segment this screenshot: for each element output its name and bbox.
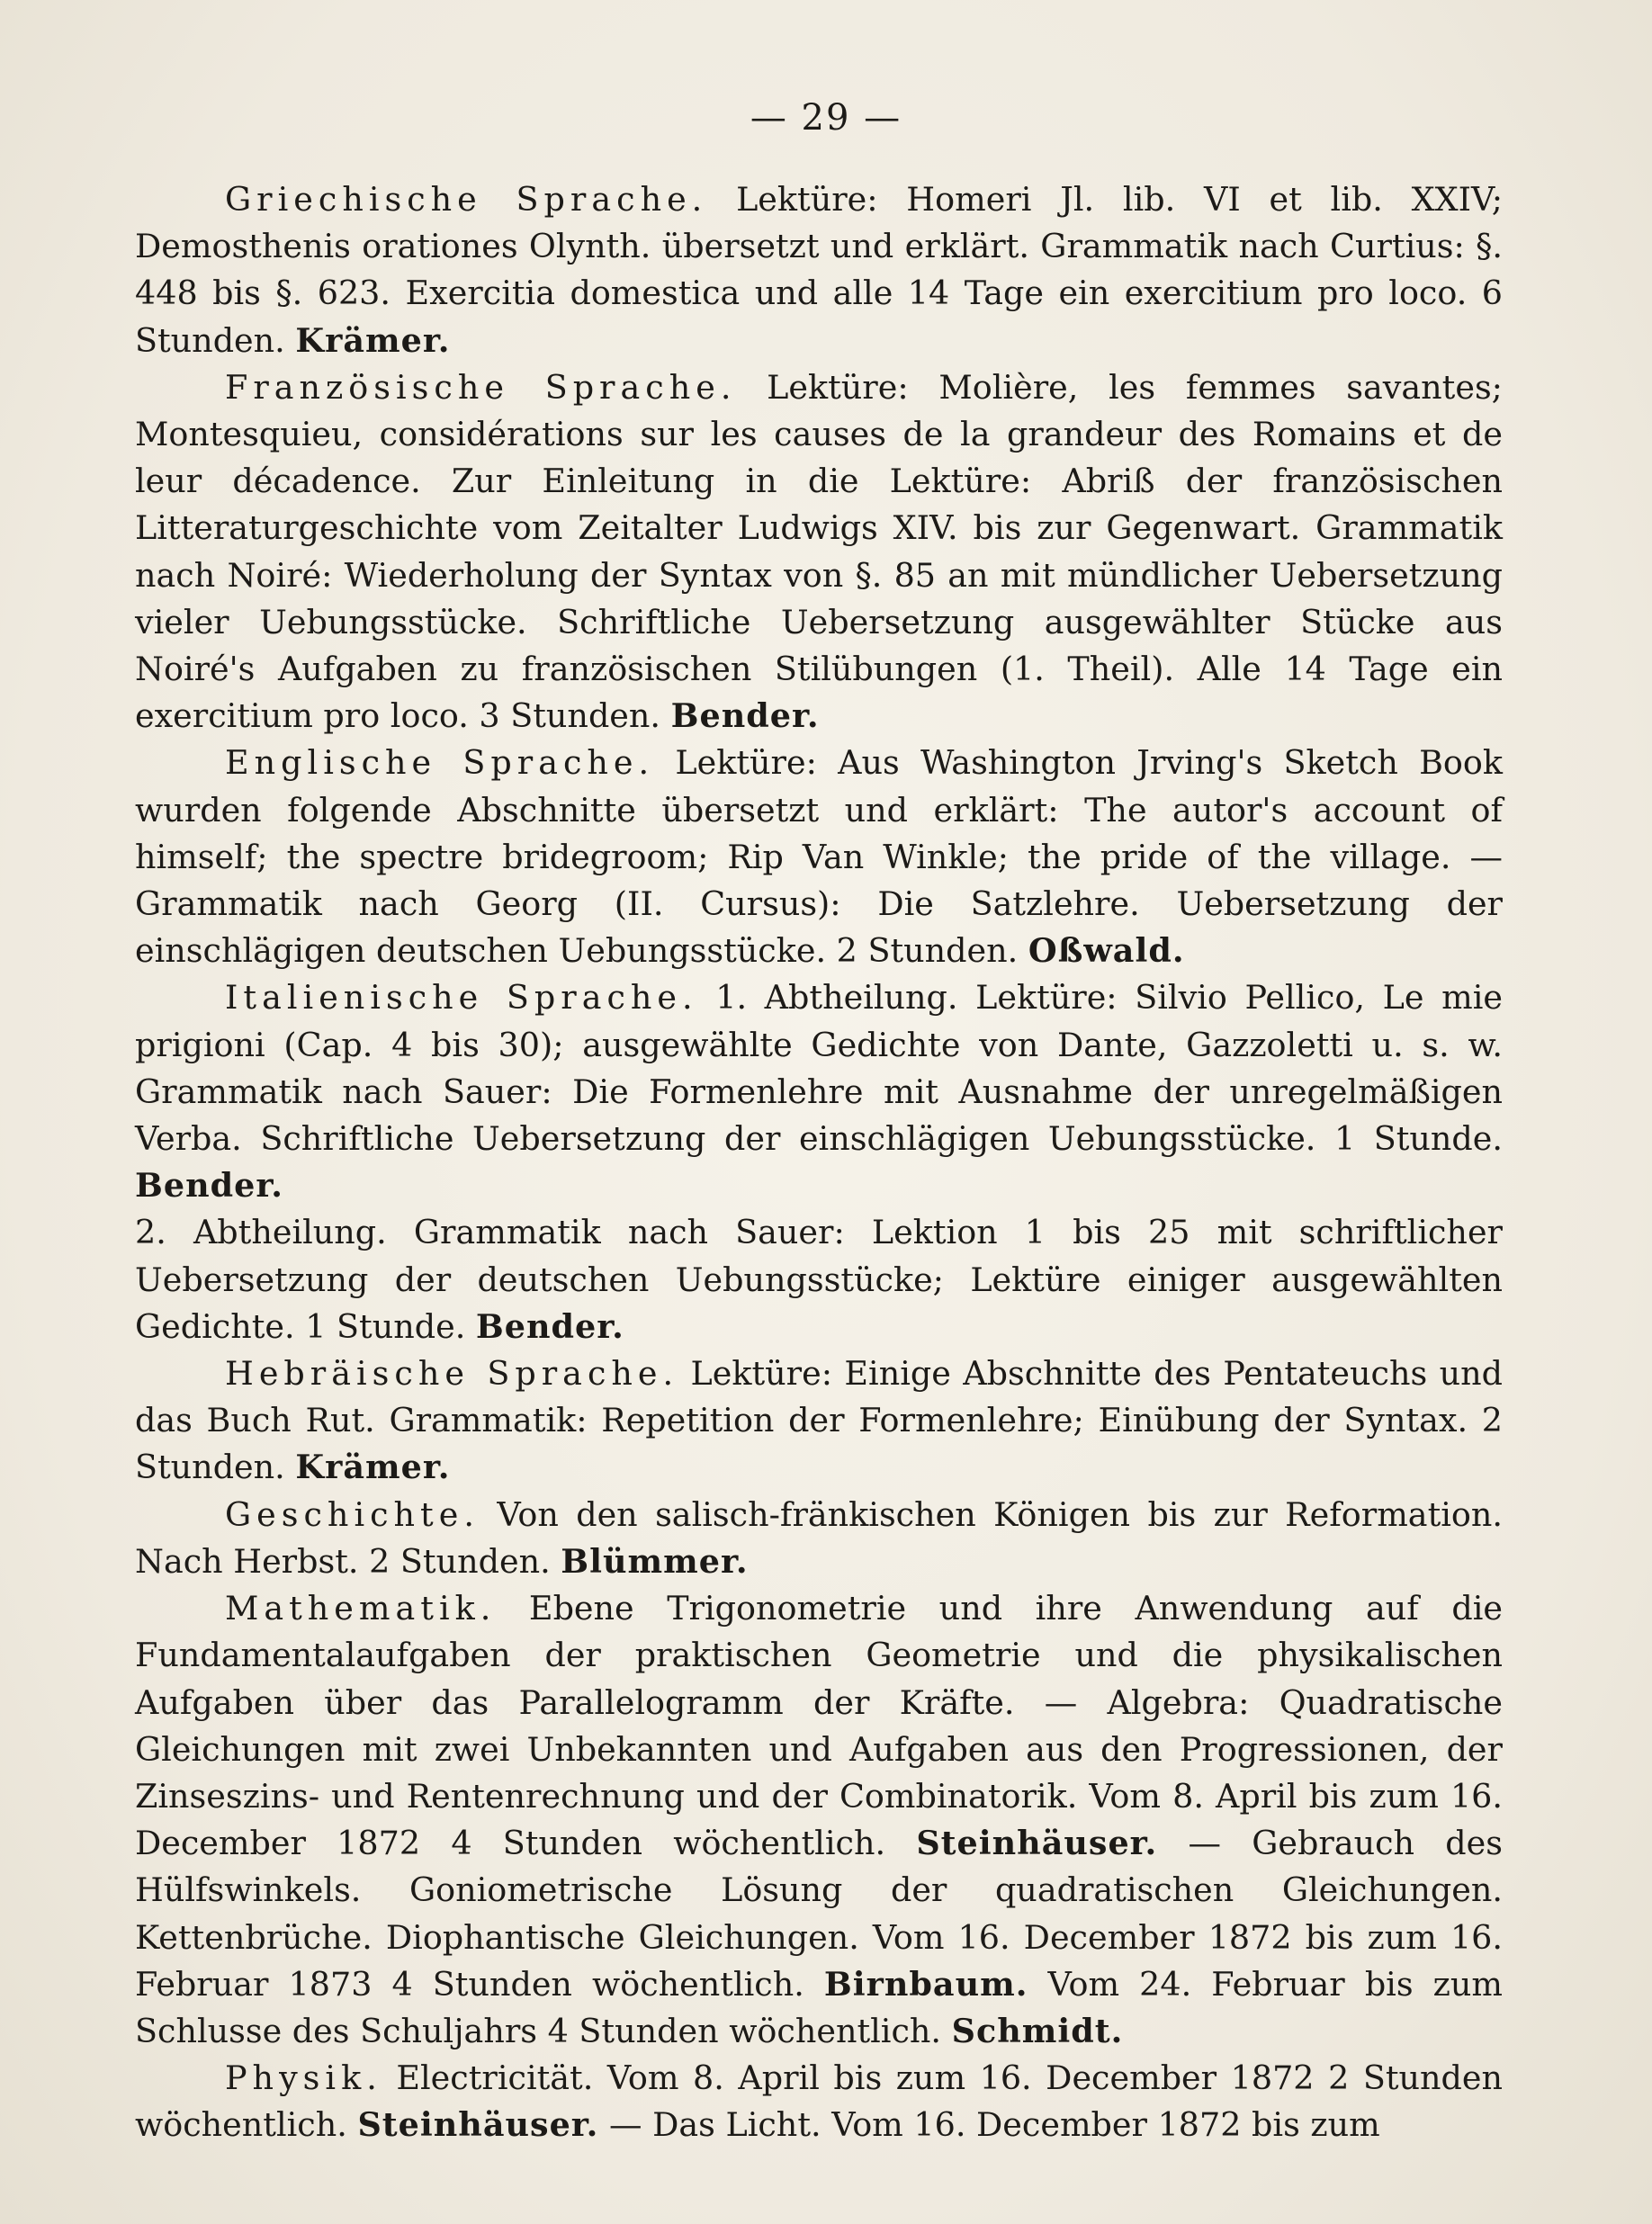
- section-heading: Griechische Sprache.: [225, 180, 708, 219]
- section-heading: Physik.: [225, 2058, 382, 2098]
- teacher-name: Krämer.: [295, 1448, 451, 1487]
- section-text: Lektüre: Aus Washington Jrving's Sketch Book wurden folgende Abschnitte übersetzt und erklärt: The autor's account of himself; the spectre bridegroom; Rip Van Winkle; the pride of the village. — Grammatik nach Georg (II. Cursus): Die Satzlehre. Uebersetzung der einschlägigen deutschen Uebungsstücke. 2 Stunden.: [135, 743, 1503, 971]
- page-number: — 29 —: [750, 97, 902, 139]
- section-text-continuation: — Das Licht. Vom 16. December 1872 bis zum: [598, 2105, 1380, 2145]
- section-history: [135, 1492, 1503, 1585]
- teacher-name: Steinhäuser.: [357, 2105, 599, 2145]
- teacher-name: Bender.: [475, 1306, 624, 1346]
- section-heading: Englische Sprache.: [225, 743, 655, 783]
- section-heading: Französische Sprache.: [225, 367, 737, 407]
- teacher-name: Bender.: [135, 1166, 283, 1206]
- section-text: Electricität. Vom 8. April bis zum 16. December 1872 2 Stunden wöchentlich.: [135, 2058, 1503, 2145]
- section-greek: [135, 176, 1503, 364]
- teacher-name: Blümmer.: [561, 1541, 749, 1581]
- teacher-name: Schmidt.: [951, 2011, 1124, 2050]
- teacher-name: Bender.: [670, 696, 820, 736]
- section-text: 2. Abtheilung. Grammatik nach Sauer: Lektion 1 bis 25 mit schriftlicher Uebersetzung der deutschen Uebungsstücke; Lektüre einiger ausgewählten Gedichte. 1 Stunde.: [135, 1213, 1503, 1346]
- teacher-name: Steinhäuser.: [916, 1824, 1158, 1863]
- teacher-name: Birnbaum.: [823, 1964, 1028, 2004]
- section-text: Lektüre: Homeri Jl. lib. VI et lib. XXIV; Demosthenis orationes Olynth. übersetzt und erklärt. Grammatik nach Curtius: §. 448 bis §. 623. Exercitia domestica und alle 14 Tage ein exercitium pro loco. 6 Stunden.: [135, 180, 1504, 360]
- section-physics: [135, 2055, 1503, 2148]
- section-text-continuation: — Gebrauch des Hülfswinkels. Goniometrische Lösung der quadratischen Gleichungen. Kettenbrüche. Diophantische Gleichungen. Vom 16. December 1872 bis zum 16. Februar 1873 4 Stunden wöchentlich.: [135, 1824, 1504, 2004]
- section-text: 1. Abtheilung. Lektüre: Silvio Pellico, Le mie prigioni (Cap. 4 bis 30); ausgewählte Gedichte von Dante, Gazzoletti u. s. w. Grammatik nach Sauer: Die Formenlehre mit Ausnahme der unregelmäßigen Verba. Schriftliche Uebersetzung der einschlägigen Uebungsstücke. 1 Stunde.: [135, 978, 1503, 1159]
- section-heading: Mathematik.: [225, 1589, 497, 1628]
- body-text: [135, 176, 1503, 2149]
- section-mathematics: [135, 1585, 1503, 2055]
- section-french: [135, 364, 1503, 740]
- section-italian-part-2: [135, 1209, 1503, 1350]
- teacher-name: Krämer.: [295, 320, 451, 360]
- section-text: Ebene Trigonometrie und ihre Anwendung auf die Fundamentalaufgaben der praktischen Geometrie und die physikalischen Aufgaben über das Parallelogramm der Kräfte. — Algebra: Quadratische Gleichungen mit zwei Unbekannten und Aufgaben aus den Progressionen, der Zinseszins- und Rentenrechnung und der Combinatorik. Vom 8. April bis zum 16. December 1872 4 Stunden wöchentlich.: [135, 1589, 1503, 1863]
- section-english: [135, 740, 1503, 974]
- section-heading: Hebräische Sprache.: [225, 1354, 679, 1394]
- section-hebrew: [135, 1350, 1503, 1492]
- section-text: Lektüre: Molière, les femmes savantes; Montesquieu, considérations sur les causes de la grandeur des Romains et de leur décadence. Zur Einleitung in die Lektüre: Abriß der französischen Litteraturgeschichte vom Zeitalter Ludwigs XIV. bis zur Gegenwart. Grammatik nach Noiré: Wiederholung der Syntax von §. 85 an mit mündlicher Uebersetzung vieler Uebungsstücke. Schriftliche Uebersetzung ausgewählter Stücke aus Noiré's Aufgaben zu französischen Stilübungen (1. Theil). Alle 14 Tage ein exercitium pro loco. 3 Stunden.: [135, 367, 1503, 736]
- section-text: Von den salisch-fränkischen Königen bis zur Reformation. Nach Herbst. 2 Stunden.: [135, 1494, 1503, 1581]
- section-heading: Italienische Sprache.: [225, 978, 698, 1018]
- section-text-continuation: Vom 24. Februar bis zum Schlusse des Schuljahrs 4 Stunden wöchentlich.: [135, 1964, 1504, 2050]
- section-italian: [135, 974, 1503, 1209]
- teacher-name: Oßwald.: [1028, 931, 1185, 971]
- section-heading: Geschichte.: [225, 1494, 480, 1534]
- section-text: Lektüre: Einige Abschnitte des Pentateuchs und das Buch Rut. Grammatik: Repetition der Formenlehre; Einübung der Syntax. 2 Stunden.: [135, 1354, 1503, 1487]
